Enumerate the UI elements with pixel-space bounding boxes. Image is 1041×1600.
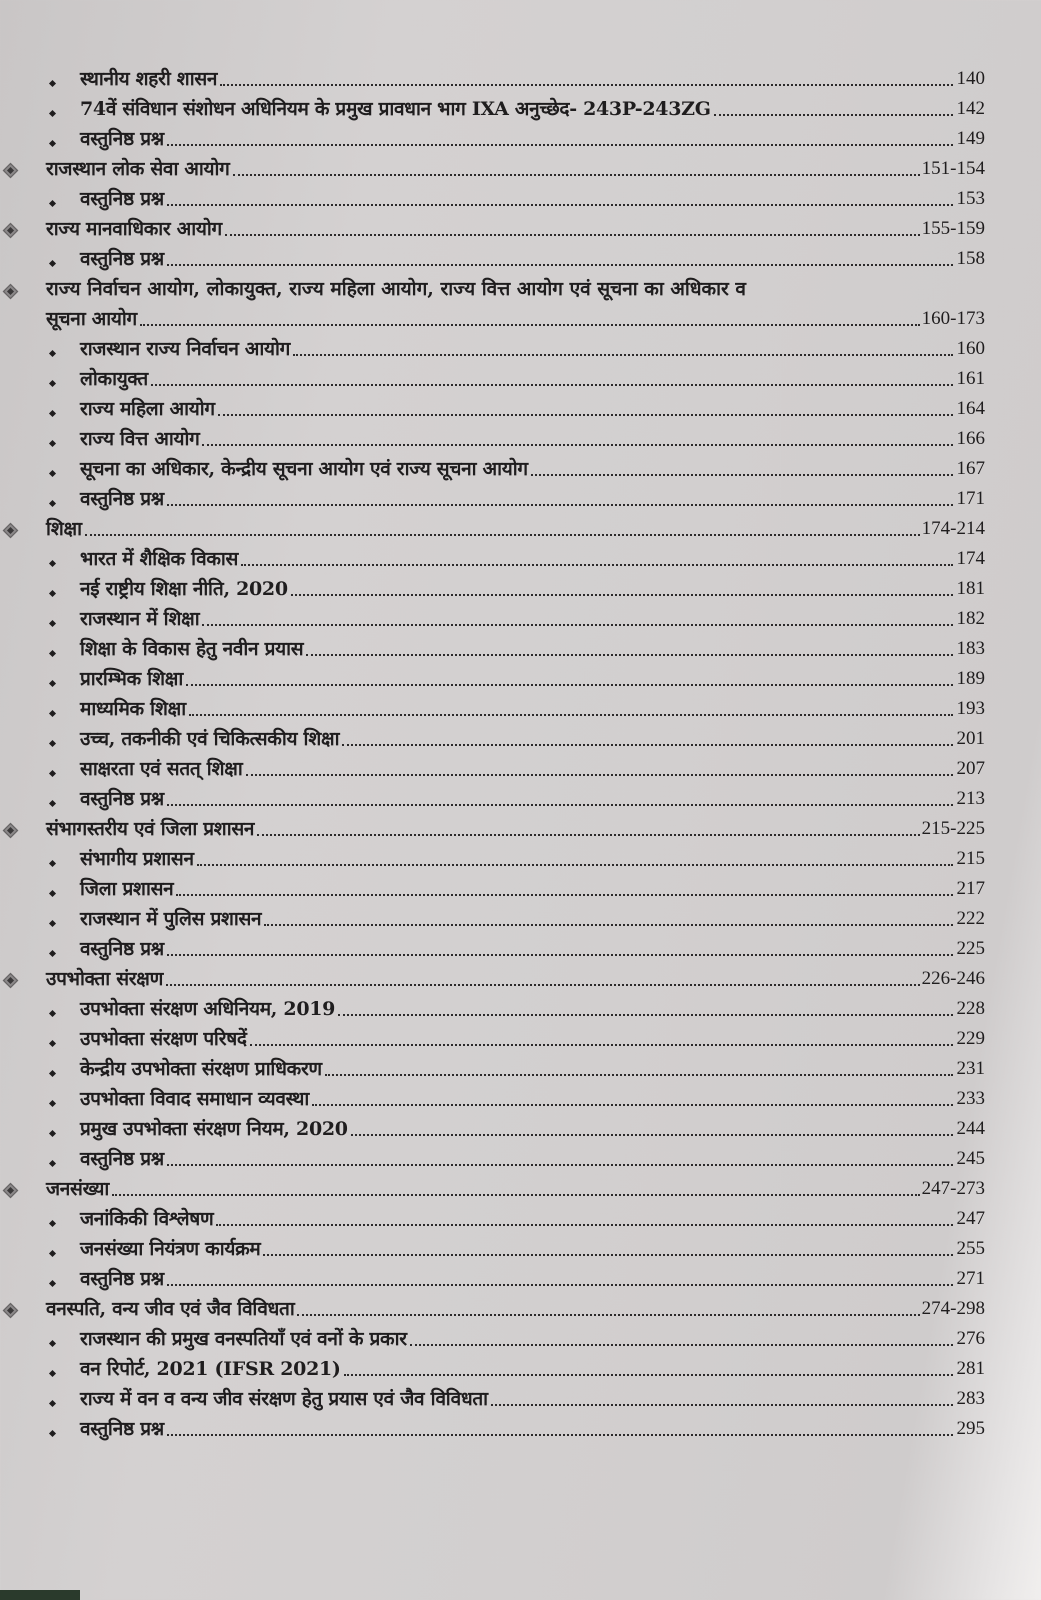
dot-leader	[140, 324, 920, 326]
toc-page-number: 231	[956, 1058, 985, 1079]
toc-entry-title: राज्य में वन व वन्य जीव संरक्षण हेतु प्रयास एवं जैव विविधता	[80, 1388, 488, 1410]
dot-leader	[186, 684, 953, 686]
dot-bullet-icon	[49, 890, 56, 897]
dot-bullet-icon	[49, 1040, 56, 1047]
toc-page-number: 229	[956, 1028, 985, 1049]
toc-page-number: 160	[956, 338, 985, 359]
toc-page-number: 276	[956, 1328, 985, 1349]
dot-bullet-icon	[49, 1400, 56, 1407]
dot-bullet-icon	[49, 1250, 56, 1257]
dot-leader	[167, 1284, 953, 1286]
diamond-bullet-icon	[3, 163, 19, 179]
toc-entry-title: राज्य वित्त आयोग	[80, 428, 200, 450]
dot-leader	[344, 1374, 953, 1376]
toc-entry-title: जनसंख्या	[46, 1178, 110, 1200]
dot-bullet-icon	[49, 1100, 56, 1107]
toc-page-number: 215	[956, 848, 985, 869]
toc-page-number: 151-154	[921, 158, 985, 179]
dot-bullet-icon	[49, 470, 56, 477]
toc-subtopic-entry	[0, 394, 1041, 424]
toc-chapter-entry	[0, 814, 1041, 844]
dot-leader	[167, 204, 953, 206]
toc-page-number: 181	[956, 578, 985, 599]
toc-entry-title: वस्तुनिष्ठ प्रश्न	[80, 938, 164, 960]
dot-leader	[531, 474, 953, 476]
toc-entry-title: राजस्थान लोक सेवा आयोग	[46, 158, 230, 180]
toc-page-number: 182	[956, 608, 985, 629]
dot-bullet-icon	[49, 440, 56, 447]
dot-bullet-icon	[49, 800, 56, 807]
dot-bullet-icon	[49, 350, 56, 357]
toc-subtopic-entry	[0, 454, 1041, 484]
toc-subtopic-entry	[0, 844, 1041, 874]
toc-page-number: 217	[956, 878, 985, 899]
dot-leader	[325, 1074, 953, 1076]
toc-entry-title: प्रारम्भिक शिक्षा	[80, 668, 183, 690]
diamond-bullet-icon	[3, 523, 19, 539]
dot-bullet-icon	[49, 1130, 56, 1137]
diamond-bullet-icon	[3, 223, 19, 239]
dot-bullet-icon	[49, 620, 56, 627]
dot-bullet-icon	[49, 740, 56, 747]
toc-entry-title: 74वें संविधान संशोधन अधिनियम के प्रमुख प्रावधान भाग IXA अनुच्छेद- 243P-243ZG	[80, 98, 711, 120]
dot-leader	[167, 804, 953, 806]
dot-leader	[342, 744, 953, 746]
dot-bullet-icon	[49, 1340, 56, 1347]
toc-page-number: 255	[956, 1238, 985, 1259]
toc-entry-title: राजस्थान में पुलिस प्रशासन	[80, 908, 262, 930]
toc-page-number: 193	[956, 698, 985, 719]
toc-subtopic-entry	[0, 94, 1041, 124]
dot-leader	[714, 114, 953, 116]
toc-page-number: 274-298	[921, 1298, 985, 1319]
dot-leader	[167, 954, 953, 956]
toc-page-number: 271	[956, 1268, 985, 1289]
dot-bullet-icon	[49, 410, 56, 417]
dot-bullet-icon	[49, 1010, 56, 1017]
toc-page-number: 174	[956, 548, 985, 569]
dot-bullet-icon	[49, 950, 56, 957]
toc-page-number: 295	[956, 1418, 985, 1439]
toc-entry-title: शिक्षा	[46, 518, 82, 540]
toc-entry-title: राजस्थान में शिक्षा	[80, 608, 200, 630]
dot-bullet-icon	[49, 680, 56, 687]
toc-entry-title: लोकायुक्त	[80, 368, 148, 390]
toc-page-number: 215-225	[921, 818, 985, 839]
toc-subtopic-entry	[0, 904, 1041, 934]
diamond-bullet-icon	[3, 1183, 19, 1199]
toc-page-number: 140	[956, 68, 985, 89]
toc-page-number: 281	[956, 1358, 985, 1379]
dot-leader	[291, 594, 953, 596]
toc-page-number: 161	[956, 368, 985, 389]
dot-leader	[297, 1314, 919, 1316]
toc-subtopic-entry	[0, 994, 1041, 1024]
toc-page-number: 189	[956, 668, 985, 689]
toc-entry-title: राजस्थान की प्रमुख वनस्पतियाँ एवं वनों के प्रकार	[80, 1328, 407, 1350]
dot-leader	[167, 504, 953, 506]
dot-bullet-icon	[49, 590, 56, 597]
dot-leader	[250, 1044, 953, 1046]
toc-entry-title: केन्द्रीय उपभोक्ता संरक्षण प्राधिकरण	[80, 1058, 322, 1080]
diamond-bullet-icon	[3, 284, 19, 300]
toc-entry-title: राज्य मानवाधिकार आयोग	[46, 218, 222, 240]
toc-page-number: 233	[956, 1088, 985, 1109]
toc-page-number: 283	[956, 1388, 985, 1409]
toc-page-number: 149	[956, 128, 985, 149]
dot-leader	[233, 174, 920, 176]
toc-entry-title: माध्यमिक शिक्षा	[80, 698, 186, 720]
dot-bullet-icon	[49, 1430, 56, 1437]
toc-subtopic-entry	[0, 1384, 1041, 1414]
diamond-bullet-icon	[3, 1303, 19, 1319]
toc-entry-title-line2: सूचना आयोग	[46, 308, 137, 330]
dot-leader	[85, 534, 920, 536]
toc-page-number: 226-246	[921, 968, 985, 989]
toc-subtopic-entry	[0, 1204, 1041, 1234]
toc-entry-title: वस्तुनिष्ठ प्रश्न	[80, 248, 164, 270]
dot-bullet-icon	[49, 1220, 56, 1227]
toc-subtopic-entry	[0, 1414, 1041, 1444]
toc-entry-title: उच्च, तकनीकी एवं चिकित्सकीय शिक्षा	[80, 728, 340, 750]
dot-bullet-icon	[49, 560, 56, 567]
toc-subtopic-entry	[0, 934, 1041, 964]
dot-leader	[293, 354, 953, 356]
toc-subtopic-entry	[0, 754, 1041, 784]
toc-entry-title: स्थानीय शहरी शासन	[80, 68, 218, 90]
toc-page-number: 155-159	[921, 218, 985, 239]
dot-leader	[218, 414, 953, 416]
table-of-contents	[0, 64, 1041, 1444]
dot-leader	[246, 774, 953, 776]
dot-bullet-icon	[49, 1370, 56, 1377]
dot-bullet-icon	[49, 920, 56, 927]
dot-leader	[257, 834, 920, 836]
dot-bullet-icon	[49, 500, 56, 507]
dot-leader	[338, 1014, 953, 1016]
toc-entry-title: वस्तुनिष्ठ प्रश्न	[80, 1148, 164, 1170]
toc-subtopic-entry	[0, 364, 1041, 394]
toc-chapter-entry	[0, 154, 1041, 184]
toc-page-number: 222	[956, 908, 985, 929]
dot-bullet-icon	[49, 650, 56, 657]
toc-entry-title: वस्तुनिष्ठ प्रश्न	[80, 1268, 164, 1290]
toc-page-number: 201	[956, 728, 985, 749]
dot-leader	[151, 384, 953, 386]
dot-leader	[167, 264, 953, 266]
toc-entry-title: साक्षरता एवं सतत् शिक्षा	[80, 758, 243, 780]
toc-page-number: 164	[956, 398, 985, 419]
toc-subtopic-entry	[0, 874, 1041, 904]
toc-page-number: 247	[956, 1208, 985, 1229]
toc-entry-title: राज्य महिला आयोग	[80, 398, 215, 420]
toc-entry-title: प्रमुख उपभोक्ता संरक्षण नियम, 2020	[80, 1118, 348, 1140]
diamond-bullet-icon	[3, 823, 19, 839]
toc-entry-title: वस्तुनिष्ठ प्रश्न	[80, 488, 164, 510]
dot-bullet-icon	[49, 1070, 56, 1077]
toc-entry-title: वस्तुनिष्ठ प्रश्न	[80, 1418, 164, 1440]
toc-entry-title: संभागीय प्रशासन	[80, 848, 194, 870]
dot-leader	[216, 1224, 953, 1226]
toc-subtopic-entry	[0, 664, 1041, 694]
toc-subtopic-entry	[0, 64, 1041, 94]
toc-entry-title-line1: राज्य निर्वाचन आयोग, लोकायुक्त, राज्य महिला आयोग, राज्य वित्त आयोग एवं सूचना का अधिकार व	[46, 278, 746, 300]
dot-leader	[241, 564, 953, 566]
toc-subtopic-entry	[0, 1114, 1041, 1144]
toc-subtopic-entry	[0, 604, 1041, 634]
toc-entry-title: जिला प्रशासन	[80, 878, 174, 900]
toc-entry-title: वस्तुनिष्ठ प्रश्न	[80, 188, 164, 210]
toc-page-number: 225	[956, 938, 985, 959]
toc-subtopic-entry	[0, 124, 1041, 154]
toc-entry-title: जनसंख्या नियंत्रण कार्यक्रम	[80, 1238, 261, 1260]
dot-leader	[167, 1164, 953, 1166]
toc-subtopic-entry	[0, 784, 1041, 814]
toc-entry-title: संभागस्तरीय एवं जिला प्रशासन	[46, 818, 255, 840]
toc-subtopic-entry	[0, 1054, 1041, 1084]
toc-entry-title: उपभोक्ता संरक्षण अधिनियम, 2019	[80, 998, 336, 1020]
toc-entry-title: उपभोक्ता संरक्षण परिषदें	[80, 1028, 247, 1050]
dot-bullet-icon	[49, 1160, 56, 1167]
dot-bullet-icon	[49, 1280, 56, 1287]
toc-page-number: 245	[956, 1148, 985, 1169]
toc-chapter-entry	[0, 964, 1041, 994]
dot-leader	[264, 924, 953, 926]
toc-page-number: 158	[956, 248, 985, 269]
toc-entry-title: वस्तुनिष्ठ प्रश्न	[80, 788, 164, 810]
toc-subtopic-entry	[0, 724, 1041, 754]
toc-subtopic-entry	[0, 1234, 1041, 1264]
toc-page-number: 213	[956, 788, 985, 809]
toc-entry-title: जनांकिकी विश्लेषण	[80, 1208, 214, 1230]
dot-leader	[263, 1254, 953, 1256]
diamond-bullet-icon	[3, 973, 19, 989]
toc-subtopic-entry	[0, 1084, 1041, 1114]
toc-page-number: 153	[956, 188, 985, 209]
dot-leader	[176, 894, 953, 896]
toc-subtopic-entry	[0, 574, 1041, 604]
toc-page-number: 142	[956, 98, 985, 119]
dot-leader	[351, 1134, 953, 1136]
toc-page-number: 183	[956, 638, 985, 659]
toc-subtopic-entry	[0, 184, 1041, 214]
toc-page-number: 160-173	[921, 308, 985, 329]
dot-bullet-icon	[49, 80, 56, 87]
toc-chapter-entry	[0, 514, 1041, 544]
toc-entry-title: उपभोक्ता संरक्षण	[46, 968, 164, 990]
toc-chapter-entry	[0, 1294, 1041, 1324]
toc-page-number: 166	[956, 428, 985, 449]
dot-leader	[225, 234, 920, 236]
dot-leader	[189, 714, 953, 716]
dot-bullet-icon	[49, 260, 56, 267]
toc-page-number: 207	[956, 758, 985, 779]
dot-bullet-icon	[49, 200, 56, 207]
dot-bullet-icon	[49, 770, 56, 777]
toc-subtopic-entry	[0, 634, 1041, 664]
toc-page-number: 167	[956, 458, 985, 479]
toc-entry-title: वनस्पति, वन्य जीव एवं जैव विविधता	[46, 1298, 295, 1320]
toc-subtopic-entry	[0, 1144, 1041, 1174]
dot-leader	[220, 84, 953, 86]
dot-leader	[167, 144, 953, 146]
toc-entry-title: भारत में शैक्षिक विकास	[80, 548, 239, 570]
toc-entry-title: राजस्थान राज्य निर्वाचन आयोग	[80, 338, 291, 360]
dot-leader	[166, 984, 920, 986]
toc-entry-title: सूचना का अधिकार, केन्द्रीय सूचना आयोग एवं राज्य सूचना आयोग	[80, 458, 528, 480]
dot-bullet-icon	[49, 710, 56, 717]
toc-subtopic-entry	[0, 424, 1041, 454]
toc-page-number: 244	[956, 1118, 985, 1139]
toc-subtopic-entry	[0, 484, 1041, 514]
toc-subtopic-entry	[0, 1354, 1041, 1384]
toc-page-number: 174-214	[921, 518, 985, 539]
dot-leader	[312, 1104, 953, 1106]
toc-chapter-entry	[0, 214, 1041, 244]
toc-chapter-entry	[0, 1174, 1041, 1204]
toc-subtopic-entry	[0, 1324, 1041, 1354]
dot-bullet-icon	[49, 140, 56, 147]
toc-entry-title: उपभोक्ता विवाद समाधान व्यवस्था	[80, 1088, 310, 1110]
toc-subtopic-entry	[0, 1264, 1041, 1294]
toc-entry-title: नई राष्ट्रीय शिक्षा नीति, 2020	[80, 578, 288, 600]
toc-entry-title: वन रिपोर्ट, 2021 (IFSR 2021)	[80, 1358, 341, 1380]
dot-bullet-icon	[49, 380, 56, 387]
toc-entry-title: शिक्षा के विकास हेतु नवीन प्रयास	[80, 638, 304, 660]
dot-bullet-icon	[49, 110, 56, 117]
toc-subtopic-entry	[0, 694, 1041, 724]
toc-page-number: 228	[956, 998, 985, 1019]
dot-leader	[202, 444, 953, 446]
dot-bullet-icon	[49, 860, 56, 867]
toc-page-number: 171	[956, 488, 985, 509]
dot-leader	[167, 1434, 953, 1436]
dot-leader	[197, 864, 953, 866]
dot-leader	[410, 1344, 953, 1346]
toc-chapter-entry	[0, 274, 1041, 334]
toc-subtopic-entry	[0, 244, 1041, 274]
toc-page-number: 247-273	[921, 1178, 985, 1199]
dot-leader	[202, 624, 953, 626]
book-edge-shadow	[0, 1590, 80, 1600]
dot-leader	[112, 1194, 920, 1196]
toc-subtopic-entry	[0, 334, 1041, 364]
toc-subtopic-entry	[0, 1024, 1041, 1054]
toc-entry-title: वस्तुनिष्ठ प्रश्न	[80, 128, 164, 150]
toc-subtopic-entry	[0, 544, 1041, 574]
dot-leader	[491, 1404, 953, 1406]
dot-leader	[306, 654, 953, 656]
